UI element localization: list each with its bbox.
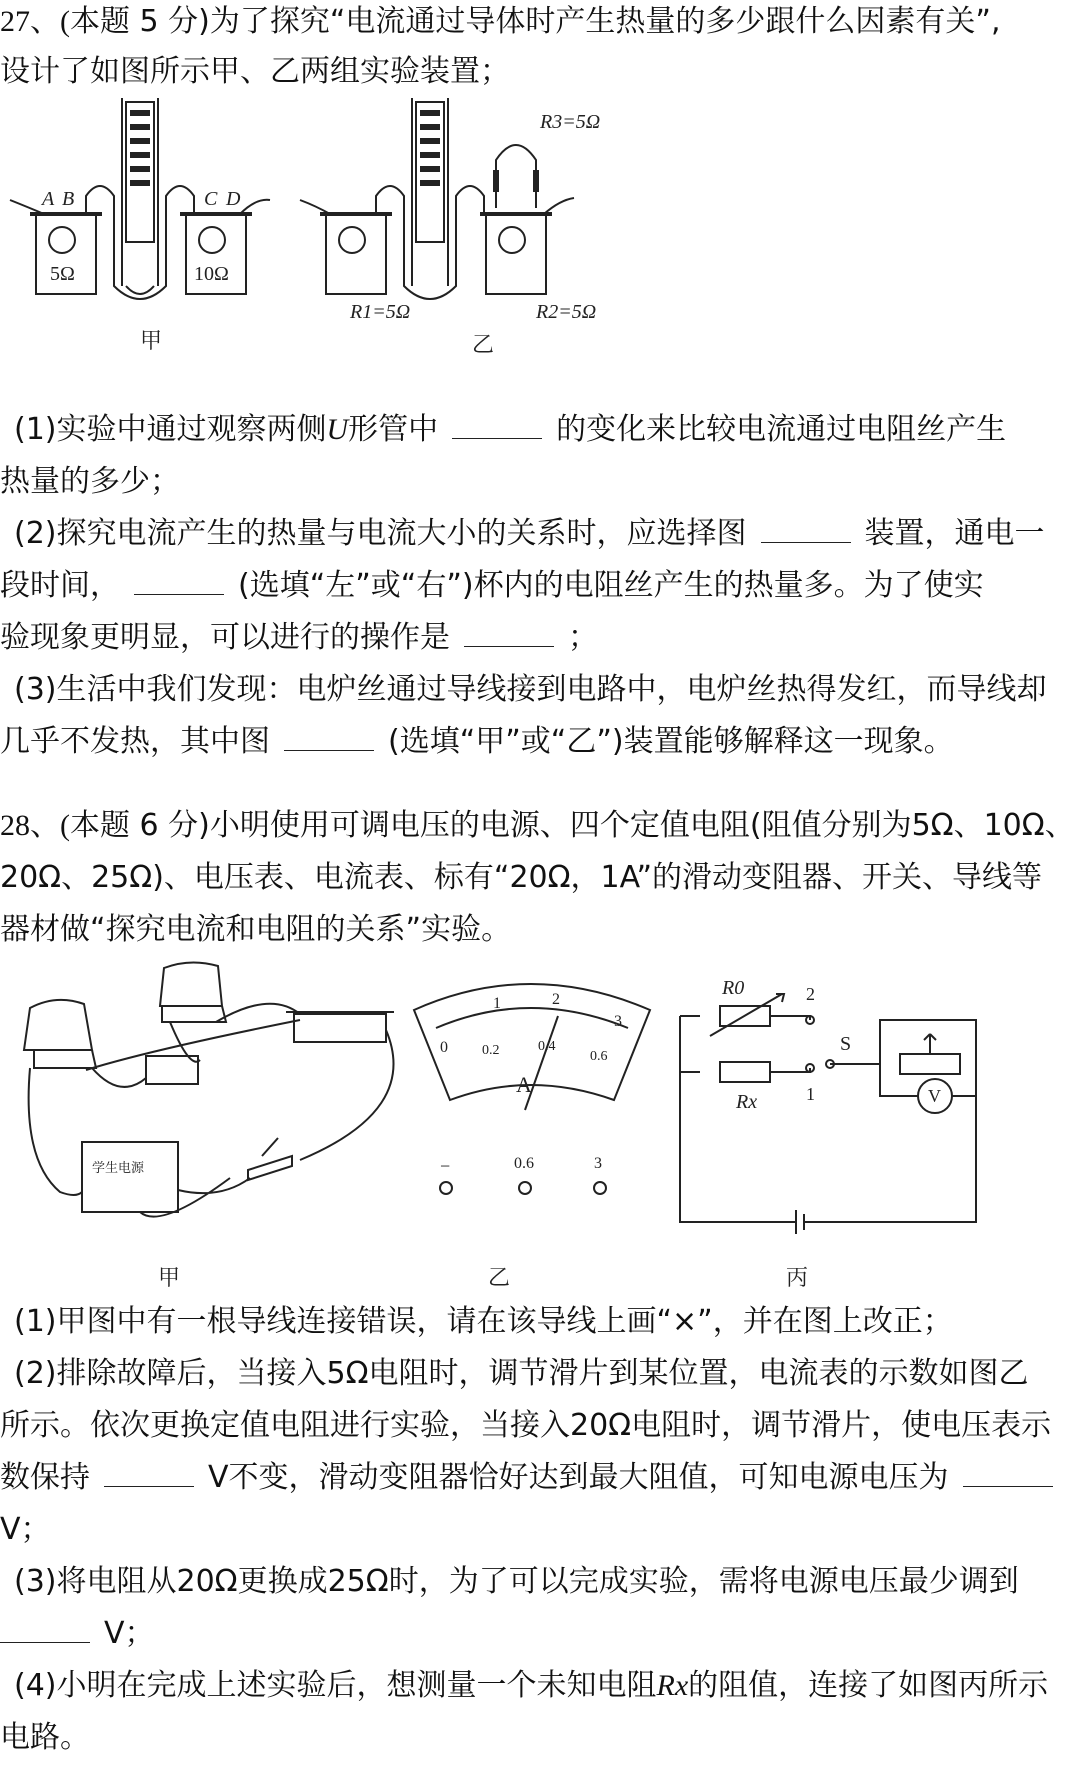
q28-header (0, 806, 1075, 846)
yi-sub-0.6: 0.6 (590, 1049, 608, 1064)
yi-unit: A (516, 1072, 532, 1097)
bing-circuit (680, 1016, 976, 1222)
yi-sub-0.2: 0.2 (482, 1043, 500, 1058)
q27-part3-line2: 几乎不发热，其中图 (选填“甲”或“乙”)装置能够解释这一现象。 (0, 724, 954, 759)
yi-sub-0.4: 0.4 (538, 1039, 556, 1054)
jia-caption-28: 甲 (158, 1266, 181, 1291)
yi-terminal-0.6: 0.6 (514, 1155, 534, 1172)
label-D: D (226, 188, 241, 210)
label-A: A (42, 188, 55, 210)
q27-blank-3[interactable] (134, 568, 224, 595)
label-C: C (204, 188, 218, 210)
yi-right-container (486, 214, 546, 294)
q28-points: 本题 6 分 (70, 808, 199, 843)
yi-r3-label: R3=5Ω (540, 111, 600, 133)
bing-S: S (840, 1033, 852, 1055)
jia-resistor (146, 1056, 198, 1084)
jia-voltmeter (160, 962, 222, 1006)
q28-intro-line3: 器材做“探究电流和电阻的关系”实验。 (0, 912, 512, 947)
yi-right-resistor (499, 227, 525, 253)
q27-part2-line3: 验现象更明显，可以进行的操作是 ； (0, 620, 598, 655)
q27-part2-line1: (2)探究电流产生的热量与电流大小的关系时，应选择图 装置，通电一 (14, 516, 1045, 551)
yi-caption: 乙 (472, 333, 495, 358)
q28-part1: (1)甲图中有一根导线连接错误，请在该导线上画“×”，并在图上改正； (14, 1304, 953, 1339)
jia-rheostat (294, 1014, 386, 1042)
q28-part2-line2: 所示。依次更换定值电阻进行实验，当接入20Ω电阻时，调节滑片，使电压表示 (0, 1408, 1052, 1443)
jia-ammeter (24, 1000, 92, 1050)
bing-V: V (928, 1086, 941, 1106)
q28-part4-line1: (4)小明在完成上述实验后，想测量一个未知电阻Rx的阻值，连接了如图丙所示 (14, 1668, 1049, 1703)
yi-terminal-3: 3 (594, 1155, 602, 1172)
q28-part2-line3: 数保持 V不变，滑动变阻器恰好达到最大阻值，可知电源电压为 (0, 1458, 1067, 1498)
bing-R0-label: R0 (722, 977, 745, 999)
q27-part2-line2: 段时间， (选填“左”或“右”)杯内的电阻丝产生的热量多。为了使实 (0, 568, 984, 603)
jia-switch (248, 1138, 292, 1180)
q28-part2-line1: (2)排除故障后，当接入5Ω电阻时，调节滑片到某位置，电流表的示数如图乙 (14, 1356, 1029, 1391)
yi-ammeter-dial (414, 984, 650, 1100)
yi-r3-loop (496, 145, 536, 208)
jia-right-resistance: 10Ω (194, 263, 229, 285)
q27-points: 本题 5 分 (70, 4, 199, 39)
yi-left-resistor (339, 227, 365, 253)
q28-part4-line2: 电路。 (0, 1720, 90, 1755)
q28-blank-2[interactable] (963, 1460, 1053, 1487)
q27-blank-2[interactable] (761, 516, 851, 543)
yi-scale-arc (436, 1008, 628, 1028)
label-B: B (62, 188, 75, 210)
q28-intro-line2: 20Ω、25Ω)、电压表、电流表、标有“20Ω，1A”的滑动变阻器、开关、导线等 (0, 860, 1042, 895)
yi-terminal-neg: − (440, 1156, 451, 1176)
q28-part2-line4: V； (0, 1512, 51, 1547)
q28-blank-3[interactable] (0, 1616, 90, 1643)
bing-Rx-label: Rx (736, 1091, 758, 1113)
q27-figure (0, 90, 600, 360)
bing-caption-28: 丙 (786, 1266, 809, 1291)
yi-tick-3: 3 (614, 1013, 622, 1030)
q27-part1-line2: 热量的多少； (0, 464, 180, 499)
q27-header (0, 2, 1001, 42)
yi-left-container (326, 214, 386, 294)
q27-number: 27、( (0, 5, 70, 38)
q28-intro: )小明使用可调电压的电源、四个定值电阻(阻值分别为5Ω、10Ω、 (198, 808, 1075, 843)
q27-part3-line1: (3)生活中我们发现：电炉丝通过导线接到电路中，电炉丝热得发红，而导线却 (14, 672, 1047, 707)
bing-Rx (720, 1062, 770, 1082)
yi-caption-28: 乙 (488, 1266, 511, 1291)
q28-number: 28、( (0, 809, 70, 842)
bing-pos2: 2 (806, 984, 815, 1004)
yi-r1-label: R1=5Ω (350, 301, 411, 323)
q28-figure (0, 960, 1000, 1295)
jia-right-resistor (199, 227, 225, 253)
q27-part1-line1: (1)实验中通过观察两侧U形管中 的变化来比较电流通过电阻丝产生 (14, 412, 1007, 447)
yi-tick-2: 2 (552, 991, 560, 1008)
q28-blank-1[interactable] (104, 1460, 194, 1487)
jia-caption: 甲 (140, 329, 163, 354)
jia-left-resistor (49, 227, 75, 253)
q27-intro-line2: 设计了如图所示甲、乙两组实验装置； (0, 54, 510, 89)
bing-rheostat (900, 1054, 960, 1074)
yi-tick-0: 0 (440, 1039, 448, 1056)
q28-part3-line1: (3)将电阻从20Ω更换成25Ω时，为了可以完成实验，需将电源电压最少调到 (14, 1564, 1019, 1599)
jia-power-supply-label: 学生电源 (92, 1161, 145, 1176)
jia-left-resistance: 5Ω (50, 263, 75, 285)
q27-blank-5[interactable] (284, 724, 374, 751)
q28-part3-line2: V； (0, 1614, 155, 1654)
q27-blank-1[interactable] (452, 412, 542, 439)
jia-power-supply (82, 1142, 178, 1212)
yi-tick-1: 1 (493, 995, 501, 1012)
q27-blank-4[interactable] (464, 620, 554, 647)
yi-r2-label: R2=5Ω (536, 301, 597, 323)
bing-pos1: 1 (806, 1084, 815, 1104)
q27-intro: )为了探究“电流通过导体时产生热量的多少跟什么因素有关”, (198, 4, 1001, 39)
